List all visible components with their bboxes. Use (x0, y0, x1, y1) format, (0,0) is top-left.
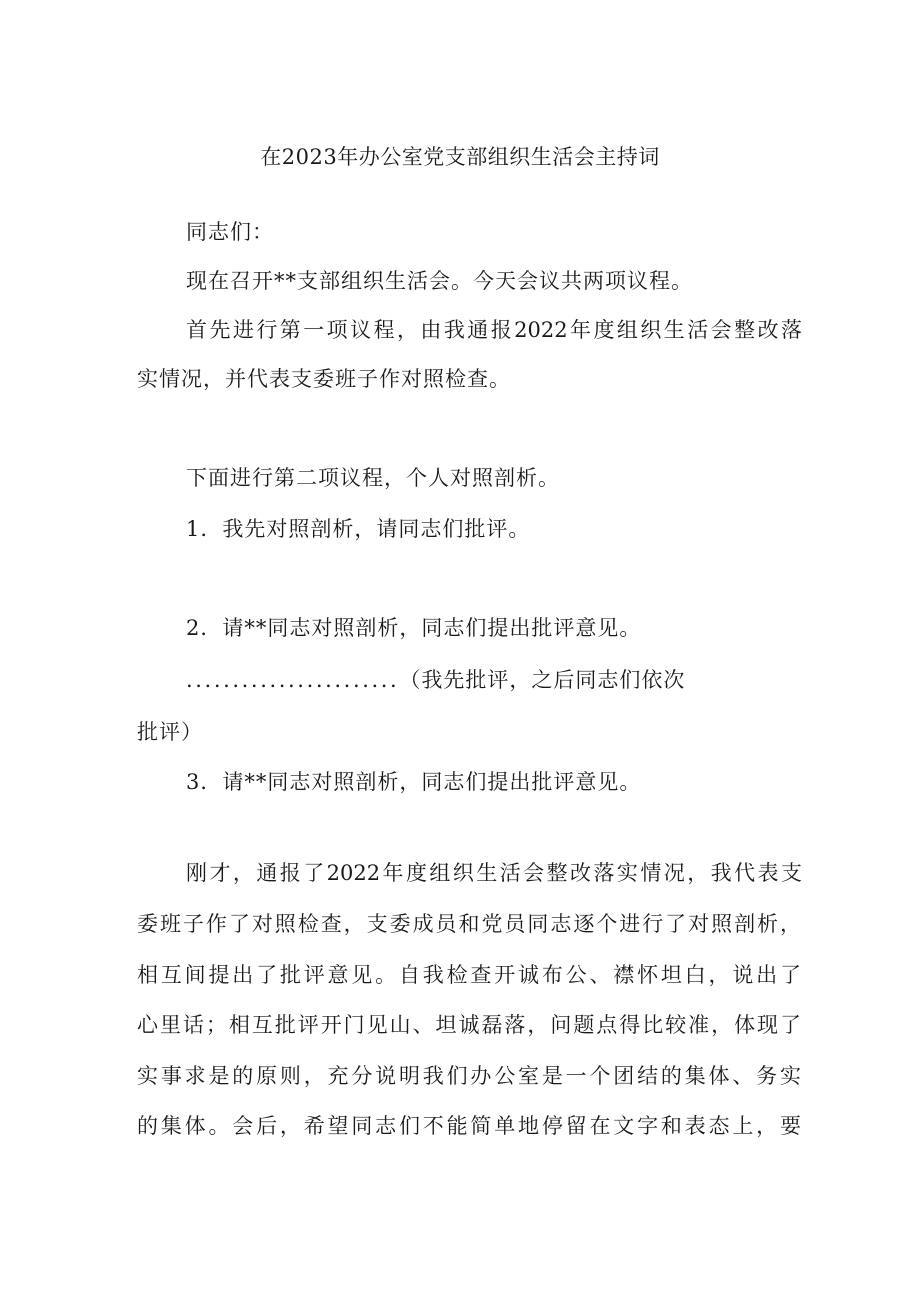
document-title: 在2023年办公室党支部组织生活会主持词 (260, 145, 660, 169)
paragraph-line: 刚才，通报了2022年度组织生活会整改落实情况，我代表支 (186, 861, 802, 885)
instruction-text: （我先批评，之后同志们依次 (399, 668, 686, 692)
paragraph-line: 现在召开**支部组织生活会。今天会议共两项议程。 (186, 269, 693, 293)
paragraph-line: 实事求是的原则，充分说明我们办公室是一个团结的集体、务实 (137, 1064, 801, 1088)
paragraph-line: 委班子作了对照检查，支委成员和党员同志逐个进行了对照剖析， (137, 912, 801, 936)
dot-leader: ....................... (186, 668, 400, 692)
dotted-instruction-line (186, 665, 685, 695)
salutation: 同志们： (186, 220, 274, 244)
paragraph-line: 首先进行第一项议程，由我通报2022年度组织生活会整改落 (186, 318, 802, 342)
paragraph-line: 的集体。会后，希望同志们不能简单地停留在文字和表态上，要 (137, 1114, 801, 1138)
paragraph-line: 下面进行第二项议程，个人对照剖析。 (186, 466, 560, 490)
list-item-1: 1．我先对照剖析，请同志们批评。 (186, 517, 531, 541)
paragraph-line: 心里话；相互批评开门见山、坦诚磊落，问题点得比较准，体现了 (137, 1013, 801, 1037)
paragraph-line: 批评） (137, 720, 203, 744)
list-item-2: 2．请**同志对照剖析，同志们提出批评意见。 (186, 616, 642, 640)
paragraph-line: 相互间提出了批评意见。自我检查开诚布公、襟怀坦白，说出了 (137, 963, 801, 987)
list-item-3: 3．请**同志对照剖析，同志们提出批评意见。 (186, 770, 642, 794)
paragraph-line: 实情况，并代表支委班子作对照检查。 (137, 367, 511, 391)
